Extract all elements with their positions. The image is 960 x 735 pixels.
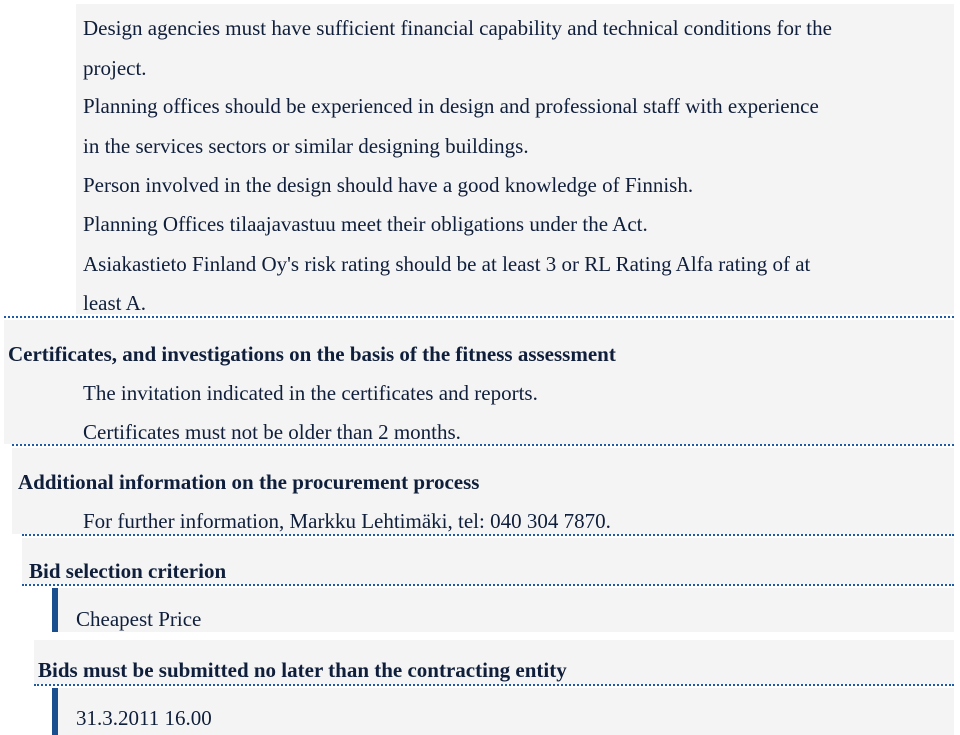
section-divider	[22, 584, 954, 586]
section-divider	[4, 316, 954, 318]
contact-info: For further information, Markku Lehtimäki, tel: 040 304 7870.	[83, 509, 611, 533]
bid-selection-heading: Bid selection criterion	[29, 559, 227, 583]
value-accent-bar	[52, 688, 58, 735]
section-divider	[22, 534, 954, 536]
value-accent-bar	[52, 588, 58, 632]
requirement-line: Person involved in the design should have a good knowledge of Finnish.	[83, 173, 694, 197]
additional-info-heading: Additional information on the procurement process	[18, 470, 480, 494]
bid-selection-value: Cheapest Price	[76, 607, 202, 631]
certificates-line: Certificates must not be older than 2 months.	[83, 420, 461, 444]
deadline-value: 31.3.2011 16.00	[76, 706, 212, 730]
requirement-line: least A.	[83, 291, 146, 315]
requirement-line: Planning offices should be experienced in design and professional staff with experience	[83, 94, 819, 118]
section-divider	[34, 684, 954, 686]
requirement-line: Planning Offices tilaajavastuu meet their obligations under the Act.	[83, 212, 648, 236]
deadline-heading: Bids must be submitted no later than the contracting entity	[38, 658, 567, 682]
requirement-line: in the services sectors or similar designing buildings.	[83, 134, 529, 158]
requirement-line: project.	[83, 56, 147, 80]
certificates-heading: Certificates, and investigations on the basis of the fitness assessment	[8, 342, 616, 366]
certificates-line: The invitation indicated in the certificates and reports.	[83, 381, 538, 405]
requirement-line: Asiakastieto Finland Oy's risk rating should be at least 3 or RL Rating Alfa rating of at	[83, 252, 811, 276]
section-divider	[12, 444, 954, 446]
requirement-line: Design agencies must have sufficient financial capability and technical conditions for the	[83, 16, 832, 40]
